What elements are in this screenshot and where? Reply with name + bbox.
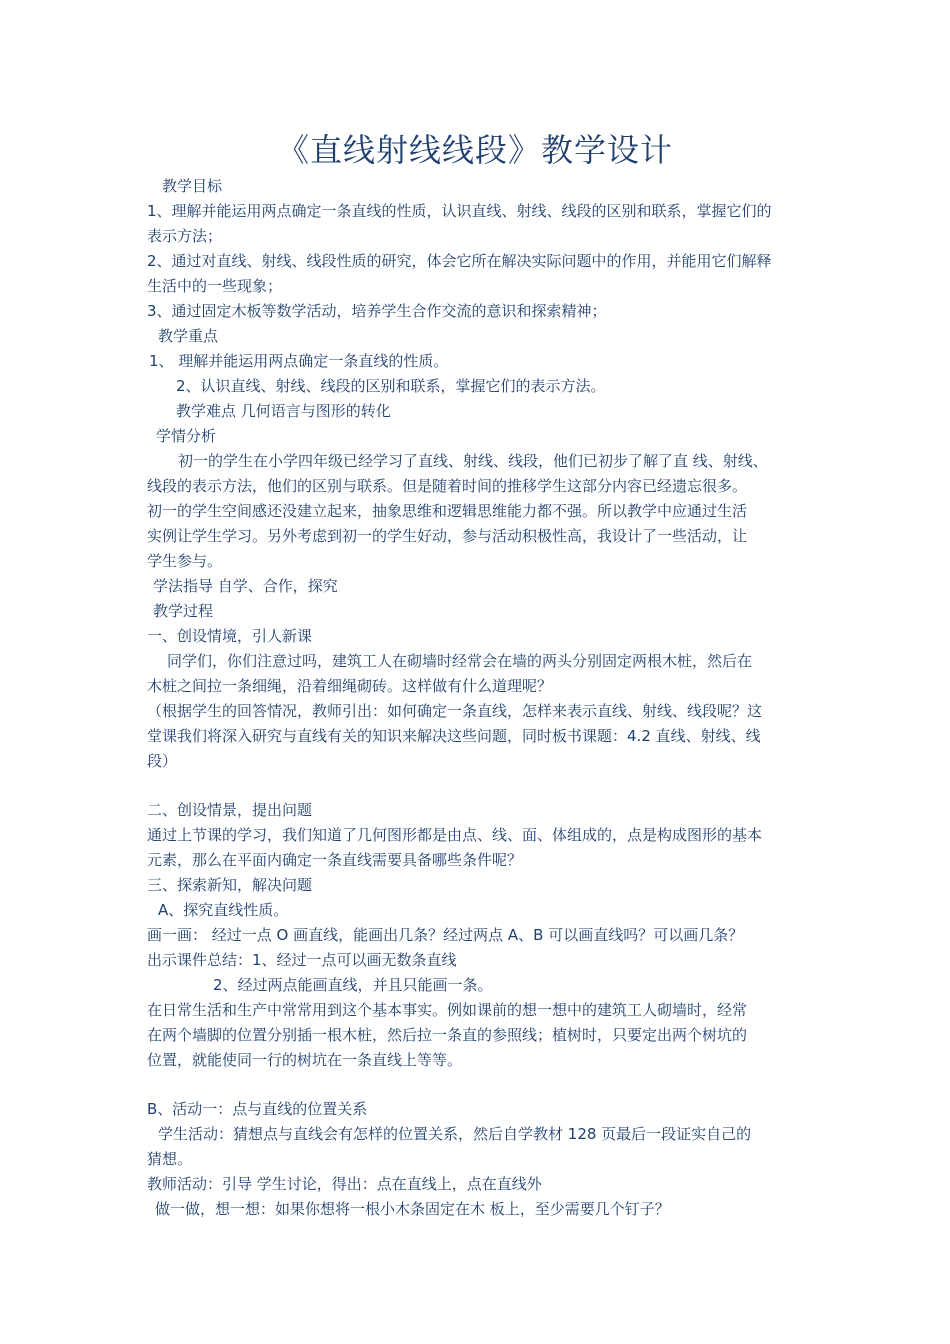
text-line: 画一画： 经过一点 O 画直线，能画出几条？经过两点 A、B 可以画直线吗？可以画几条？ (147, 926, 744, 944)
text-line: 教学重点 (158, 327, 219, 345)
text-line: 1、 理解并能运用两点确定一条直线的性质。 (149, 352, 449, 370)
text-line: 位置，就能使同一行的树坑在一条直线上等等。 (147, 1051, 463, 1069)
text-line: 教学过程 (153, 602, 214, 620)
text-line: 在日常生活和生产中常常用到这个基本事实。例如课前的想一想中的建筑工人砌墙时，经常 (147, 1001, 748, 1019)
text-line: 学法指导 自学、合作，探究 (153, 577, 338, 595)
text-line: 线段的表示方法，他们的区别与联系。但是随着时间的推移学生这部分内容已经遗忘很多。 (147, 477, 748, 495)
text-line: 2、认识直线、射线、线段的区别和联系，掌握它们的表示方法。 (176, 377, 606, 395)
text-line: 猜想。 (147, 1150, 193, 1168)
text-line: 表示方法； (147, 227, 223, 245)
text-line: 在两个墙脚的位置分别插一根木桩，然后拉一条直的参照线；植树时，只要定出两个树坑的 (147, 1026, 748, 1044)
text-line: 同学们，你们注意过吗，建筑工人在砌墙时经常会在墙的两头分别固定两根木桩，然后在 (167, 652, 753, 670)
text-line: 元素，那么在平面内确定一条直线需要具备哪些条件呢？ (147, 851, 523, 869)
text-line: 2、经过两点能画直线，并且只能画一条。 (213, 976, 493, 994)
text-line: （根据学生的回答情况，教师引出：如何确定一条直线，怎样来表示直线、射线、线段呢？这 (147, 702, 763, 720)
text-line: 堂课我们将深入研究与直线有关的知识来解决这些问题，同时板书课题：4.2 直线、射线、线 (147, 727, 761, 745)
text-line: 2、通过对直线、射线、线段性质的研究，体会它所在解决实际问题中的作用，并能用它们解释 (147, 252, 772, 270)
text-line: B、活动一：点与直线的位置关系 (147, 1100, 368, 1118)
text-line: 教学难点 几何语言与图形的转化 (176, 402, 391, 420)
text-line: 初一的学生在小学四年级已经学习了直线、射线、线段，他们已初步了解了直 线、射线、 (178, 452, 768, 470)
text-line: 1、理解并能运用两点确定一条直线的性质，认识直线、射线、线段的区别和联系，掌握它们的 (147, 202, 772, 220)
text-line: 3、通过固定木板等数学活动，培养学生合作交流的意识和探索精神； (147, 302, 607, 320)
text-line: 一、创设情境，引人新课 (147, 627, 313, 645)
text-line: 通过上节课的学习，我们知道了几何图形都是由点、线、面、体组成的，点是构成图形的基本 (147, 826, 763, 844)
text-line: 出示课件总结：1、经过一点可以画无数条直线 (147, 951, 457, 969)
text-line: 学情分析 (156, 427, 217, 445)
text-line: 二、创设情景，提出问题 (147, 801, 313, 819)
text-line: 木桩之间拉一条细绳，沿着细绳砌砖。这样做有什么道理呢？ (147, 677, 553, 695)
text-line: 学生活动：猜想点与直线会有怎样的位置关系，然后自学教材 128 页最后一段证实自己的 (158, 1125, 752, 1143)
text-line: 做一做，想一想：如果你想将一根小木条固定在木 板上，至少需要几个钉子？ (155, 1200, 670, 1218)
text-line: 初一的学生空间感还没建立起来，抽象思维和逻辑思维能力都不强。所以教学中应通过生活 (147, 502, 748, 520)
text-line: 教学目标 (162, 177, 223, 195)
text-line: A、探究直线性质。 (158, 901, 289, 919)
text-line: 生活中的一些现象； (147, 277, 283, 295)
text-line: 段） (147, 752, 178, 770)
text-line: 教师活动：引导 学生讨论，得出：点在直线上，点在直线外 (147, 1175, 542, 1193)
text-line: 学生参与。 (147, 552, 223, 570)
text-line: 三、探索新知，解决问题 (147, 876, 313, 894)
text-line: 实例让学生学习。另外考虑到初一的学生好动，参与活动积极性高，我设计了一些活动，让 (147, 527, 748, 545)
document-title: 《直线射线线段》教学设计 (276, 131, 673, 169)
